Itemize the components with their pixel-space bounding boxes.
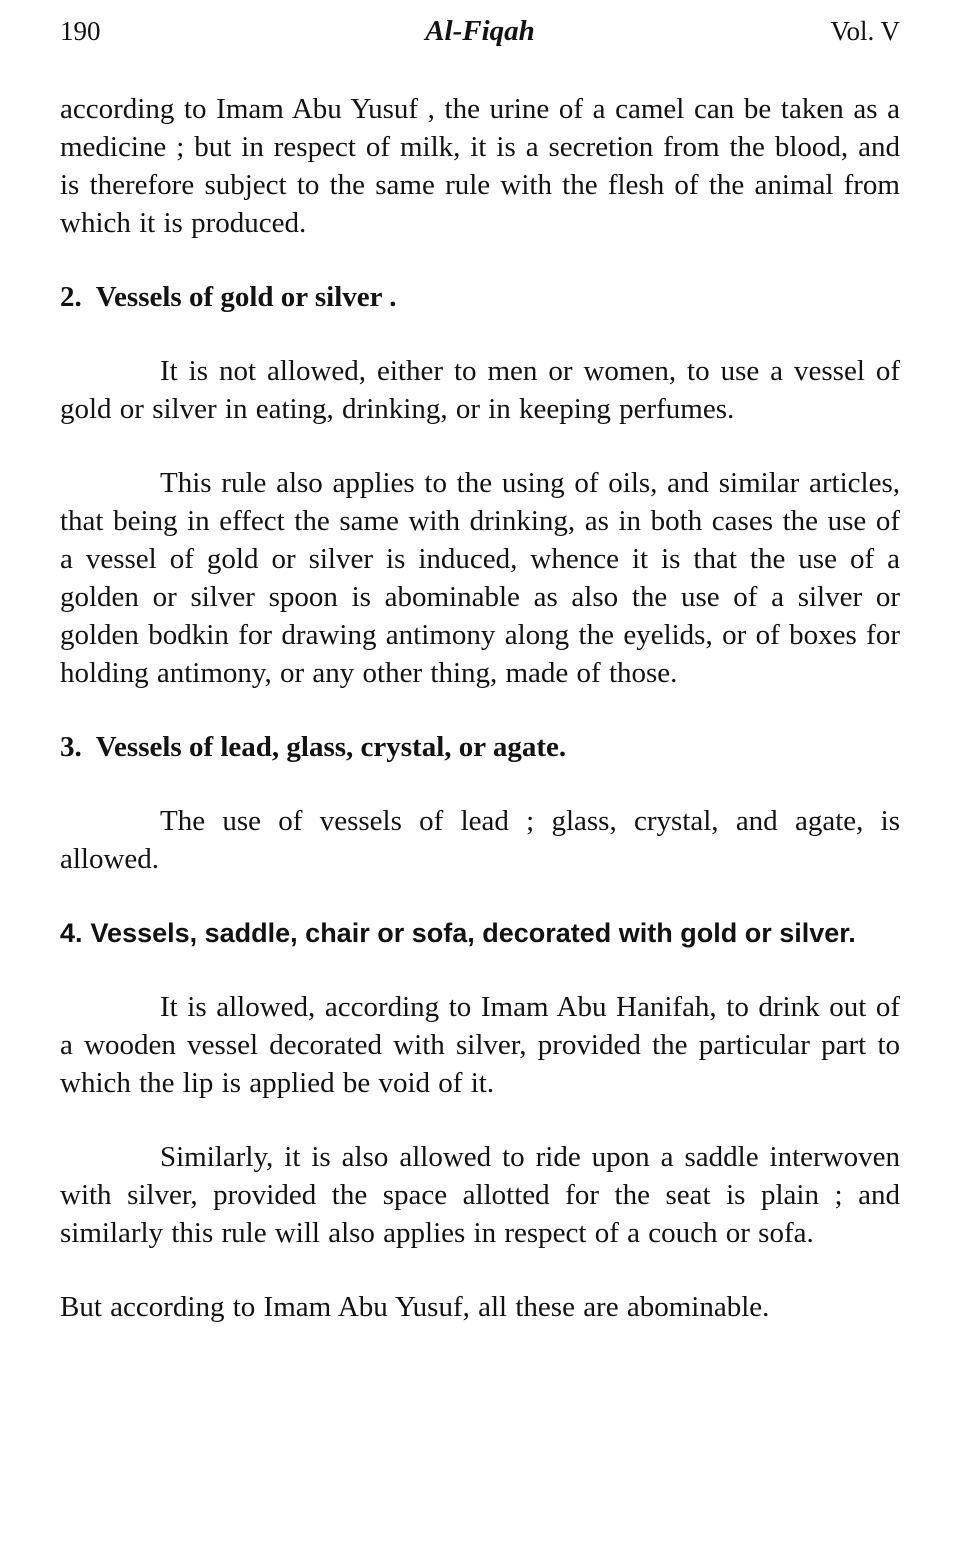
page-number: 190 <box>60 16 101 46</box>
book-title: Al-Fiqah <box>425 15 535 47</box>
section-heading-vessels-lead-glass <box>60 728 900 766</box>
paragraph-conclusion: But according to Imam Abu Yusuf, all these are abominable. <box>60 1291 770 1323</box>
volume-label: Vol. V <box>830 16 900 46</box>
page-header <box>60 14 900 48</box>
section-heading-vessels-saddle-chair <box>60 914 900 952</box>
section-heading-vessels-gold-silver <box>60 278 900 316</box>
section-title: Vessels of gold or silver . <box>95 281 397 313</box>
paragraph: The use of vessels of lead ; glass, crystal, and agate, is allowed. <box>60 805 900 875</box>
section-number: 3. <box>60 731 82 763</box>
paragraph: This rule also applies to the using of oils, and similar articles, that being in effect the same with drinking, as in both cases the use of a vessel of gold or silver is induced, whence it is that the use of a golden or silver spoon is abominable as also the use of a silver or golden bodkin for drawing antimony along the eyelids, or of boxes for holding antimony, or any other thing, made of those. <box>60 467 900 689</box>
paragraph: Similarly, it is also allowed to ride upon a saddle interwoven with silver, provided the space allotted for the seat is plain ; and similarly this rule will also applies in respect of a couch or sofa. <box>60 1141 900 1249</box>
section-title: Vessels, saddle, chair or sofa, decorated with gold or silver. <box>90 918 856 948</box>
section-number: 2. <box>60 281 82 313</box>
paragraph: It is not allowed, either to men or women, to use a vessel of gold or silver in eating, drinking, or in keeping perfumes. <box>60 355 900 425</box>
section-number: 4. <box>60 918 83 948</box>
paragraph: It is allowed, according to Imam Abu Hanifah, to drink out of a wooden vessel decorated with silver, provided the particular part to which the lip is applied be void of it. <box>60 991 900 1099</box>
section-title: Vessels of lead, glass, crystal, or agate. <box>95 731 567 763</box>
paragraph-continuation: according to Imam Abu Yusuf , the urine of a camel can be taken as a medicine ; but in respect of milk, it is a secretion from the blood, and is therefore subject to the same rule with the flesh of the animal from which it is produced. <box>60 93 900 239</box>
